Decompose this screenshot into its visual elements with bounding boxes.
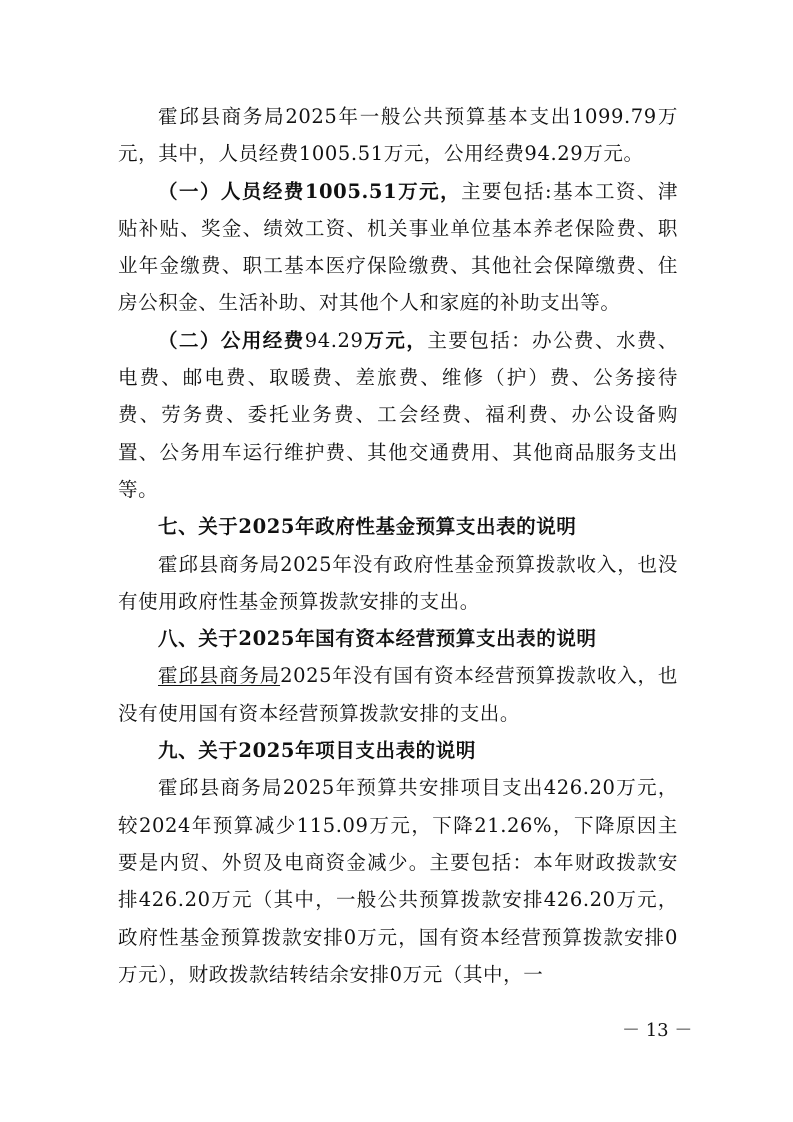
personnel-expenses-details: 主要包括:基本工资、津贴补贴、奖金、绩效工资、机关事业单位基本养老保险费、职业年金缴费、职工基本医疗保险缴费、其他社会保障缴费、住房公积金、生活补助、对其他个人和家庭的补助支出等。: [118, 179, 679, 315]
document-body: [118, 98, 678, 993]
page-number: － 13 －: [622, 1020, 693, 1041]
section-heading-8: 八、关于2025年国有资本经营预算支出表的说明: [158, 627, 597, 651]
underlined-org-name: 霍邱县商务局: [158, 664, 281, 688]
paragraph-project-expenditure: 霍邱县商务局2025年预算共安排项目支出426.20万元，较2024年预算减少115.09万元，下降21.26%，下降原因主要是内贸、外贸及电商资金减少。主要包括：本年财政拨款安排426.20万元（其中，一般公共预算拨款安排426.20万元，政府性基金预算拨款安排0万元，国有资本经营预算拨款安排0万元），财政拨款结转结余安排0万元（其中，一: [118, 776, 678, 986]
public-expenses-amount: 94.29: [304, 328, 364, 352]
paragraph-basic-expenditure: 霍邱县商务局2025年一般公共预算基本支出1099.79万元，其中，人员经费1005.51万元，公用经费94.29万元。: [118, 105, 678, 166]
personnel-expenses-heading: （一）人员经费1005.51万元，: [158, 179, 462, 203]
section-heading-7: 七、关于2025年政府性基金预算支出表的说明: [158, 515, 577, 539]
paragraph-government-fund: 霍邱县商务局2025年没有政府性基金预算拨款收入，也没有使用政府性基金预算拨款安排的支出。: [118, 552, 678, 613]
section-heading-9: 九、关于2025年项目支出表的说明: [158, 739, 476, 763]
paragraph-public-expenses: [118, 322, 678, 508]
public-expenses-details: 主要包括：办公费、水费、电费、邮电费、取暖费、差旅费、维修（护）费、公务接待费、劳务费、委托业务费、工会经费、福利费、办公设备购置、公务用车运行维护费、其他交通费用、其他商品服务支出等。: [118, 328, 678, 501]
public-expenses-unit: 万元，: [363, 328, 428, 352]
paragraph-personnel-expenses: [118, 173, 678, 322]
public-expenses-heading: （二）公用经费: [158, 328, 305, 352]
state-capital-text: 2025年没有国有资本经营预算拨款收入，也没有使用国有资本经营预算拨款安排的支出。: [118, 664, 678, 725]
paragraph-state-capital: [118, 657, 678, 732]
